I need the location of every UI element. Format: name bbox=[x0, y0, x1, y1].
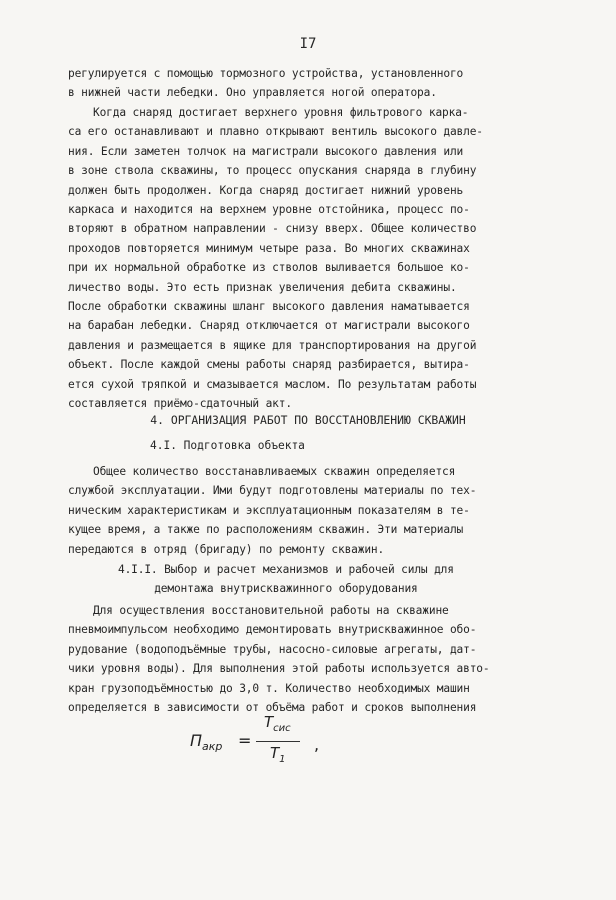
subsection-heading: 4.I. Подготовка объекта bbox=[150, 439, 305, 452]
text-line: каркаса и находится на верхнем уровне отстойника, процесс по- bbox=[68, 203, 470, 217]
text-line: службой эксплуатации. Ими будут подготовлены материалы по тех- bbox=[68, 484, 477, 498]
text-line: ния. Если заметен толчок на магистрали высокого давления или bbox=[68, 144, 464, 158]
formula-denominator-subscript: 1 bbox=[279, 754, 286, 765]
text-line: кран грузоподъёмностью до 3,0 т. Количество необходимых машин bbox=[68, 681, 470, 695]
text-line: объект. После каждой смены работы снаряд разбирается, вытира- bbox=[68, 358, 470, 372]
formula-fraction-bar bbox=[256, 741, 300, 742]
formula-numerator-subscript: сис bbox=[273, 723, 291, 734]
text-line: в нижней части лебедки. Оно управляется ногой оператора. bbox=[68, 86, 437, 100]
text-line: кущее время, а также по расположениям скважин. Эти материалы bbox=[68, 523, 464, 537]
page-number: I7 bbox=[299, 36, 317, 52]
text-line: ется сухой тряпкой и смазывается маслом. По результатам работы bbox=[68, 377, 477, 391]
text-line: рудование (водоподъёмные трубы, насосно-силовые агрегаты, дат- bbox=[68, 642, 477, 656]
paragraph-procedure bbox=[68, 103, 546, 414]
paragraph-preparation bbox=[68, 462, 546, 559]
text-line: при их нормальной обработке из стволов выливается большое ко- bbox=[68, 261, 470, 275]
paragraph-dismantling bbox=[68, 601, 546, 717]
text-line: личество воды. Это есть признак увеличения дебита скважины. bbox=[68, 280, 457, 294]
text-line: Для осуществления восстановительной работы на скважине bbox=[93, 604, 449, 617]
formula-numerator bbox=[264, 713, 291, 734]
text-line: проходов повторяется минимум четыре раза. Во многих скважинах bbox=[68, 241, 470, 255]
section-heading: 4. ОРГАНИЗАЦИЯ РАБОТ ПО ВОССТАНОВЛЕНИЮ СКВАЖИН bbox=[150, 413, 466, 427]
paragraph-continuation bbox=[68, 64, 546, 103]
text-line: должен быть продолжен. Когда снаряд достигает нижний уровень bbox=[68, 183, 464, 197]
text-line: демонтажа внутрискважинного оборудования bbox=[154, 582, 418, 596]
text-line: пневмоимпульсом необходимо демонтировать внутрискважинное обо- bbox=[68, 623, 477, 637]
formula-lhs-subscript: акр bbox=[202, 740, 223, 754]
formula-denominator-symbol: T bbox=[270, 744, 280, 762]
formula-denominator bbox=[270, 744, 286, 765]
text-line: ническим характеристикам и эксплуатационным показателям в те- bbox=[68, 503, 470, 517]
text-line: составляется приёмо-сдаточный акт. bbox=[68, 397, 292, 411]
formula-equals: = bbox=[238, 731, 252, 750]
formula-lhs-symbol: П bbox=[190, 731, 203, 750]
text-line: определяется в зависимости от объёма работ и сроков выполнения bbox=[68, 701, 477, 715]
subsubsection-heading bbox=[118, 560, 454, 599]
text-line: передаются в отряд (бригаду) по ремонту скважин. bbox=[68, 542, 385, 556]
text-line: са его останавливают и плавно открывают вентиль высокого давле- bbox=[68, 125, 483, 139]
text-line: вторяют в обратном направлении - снизу вверх. Общее количество bbox=[68, 222, 477, 236]
text-line: чики уровня воды). Для выполнения этой работы используется авто- bbox=[68, 662, 490, 676]
text-line: После обработки скважины шланг высокого давления наматывается bbox=[68, 300, 470, 314]
formula-trailing-comma: , bbox=[314, 735, 320, 754]
text-line: Когда снаряд достигает верхнего уровня фильтрового карка- bbox=[93, 106, 469, 119]
formula-lhs bbox=[190, 731, 222, 753]
formula bbox=[190, 713, 350, 763]
text-line: на барабан лебедки. Снаряд отключается от магистрали высокого bbox=[68, 319, 470, 333]
formula-numerator-symbol: T bbox=[264, 713, 274, 731]
text-line: 4.I.I. Выбор и расчет механизмов и рабочей силы для bbox=[118, 563, 454, 576]
text-line: регулируется с помощью тормозного устройства, установленного bbox=[68, 67, 464, 80]
text-line: Общее количество восстанавливаемых скважин определяется bbox=[93, 465, 456, 478]
text-line: давления и размещается в ящике для транспортирования на другой bbox=[68, 338, 477, 352]
text-line: в зоне ствола скважины, то процесс опускания снаряда в глубину bbox=[68, 164, 477, 178]
